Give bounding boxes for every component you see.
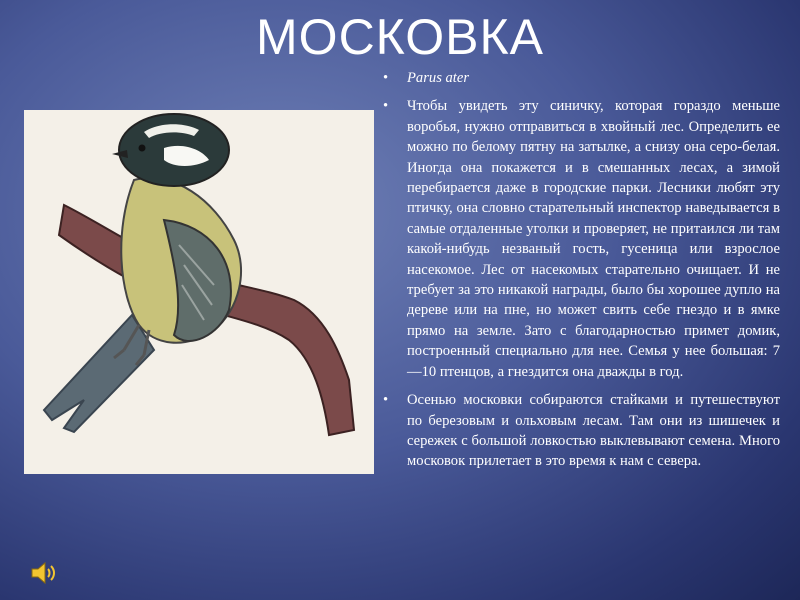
bird-illustration bbox=[24, 110, 374, 474]
description-text: Чтобы увидеть эту синичку, которая гораздо меньше воробья, нужно отправиться в хвойный лес. Определить ее можно по белому пятну на затылке, а снизу она серо-белая. Иногда она покажется и в смешанных лесах, а зимой перебирается даже в городские парки. Лесники любят эту птичку, она словно старательный инспектор наведывается в самые отдаленные уголки и проверяет, не притаился ли там какой-нибудь незваный гость, гусеница или взрослое насекомое. Лес от насекомых старательно очищает. И не требует за это никакой награды, было бы хорошее дупло на дереве или на пне, но может свить себе гнездо и в ямке прямо на земле. Зато с благодарностью примет домик, построенный специально для нее. Семья у нее большая: 7—10 птенцов, а гнездится она дважды в год. bbox=[407, 98, 780, 380]
slide-content bbox=[383, 68, 780, 480]
slide-title: МОСКОВКА bbox=[256, 9, 544, 65]
bullet-latin-name bbox=[383, 68, 780, 88]
bullet-description bbox=[383, 96, 780, 382]
bullet-dot-icon: • bbox=[383, 98, 389, 115]
bullet-dot-icon: • bbox=[383, 70, 389, 86]
latin-name: Parus ater bbox=[407, 70, 470, 86]
bullet-list bbox=[383, 68, 780, 472]
bullet-autumn bbox=[383, 390, 780, 472]
autumn-text: Осенью московки собираются стайками и путешествуют по березовым и ольховым лесам. Там они из шишечек и сережек с большой ловкостью выклевывают семена. Много московок прилетает в это время к нам с севера. bbox=[407, 392, 780, 470]
bullet-dot-icon: • bbox=[383, 392, 389, 409]
speaker-icon[interactable] bbox=[30, 560, 58, 586]
